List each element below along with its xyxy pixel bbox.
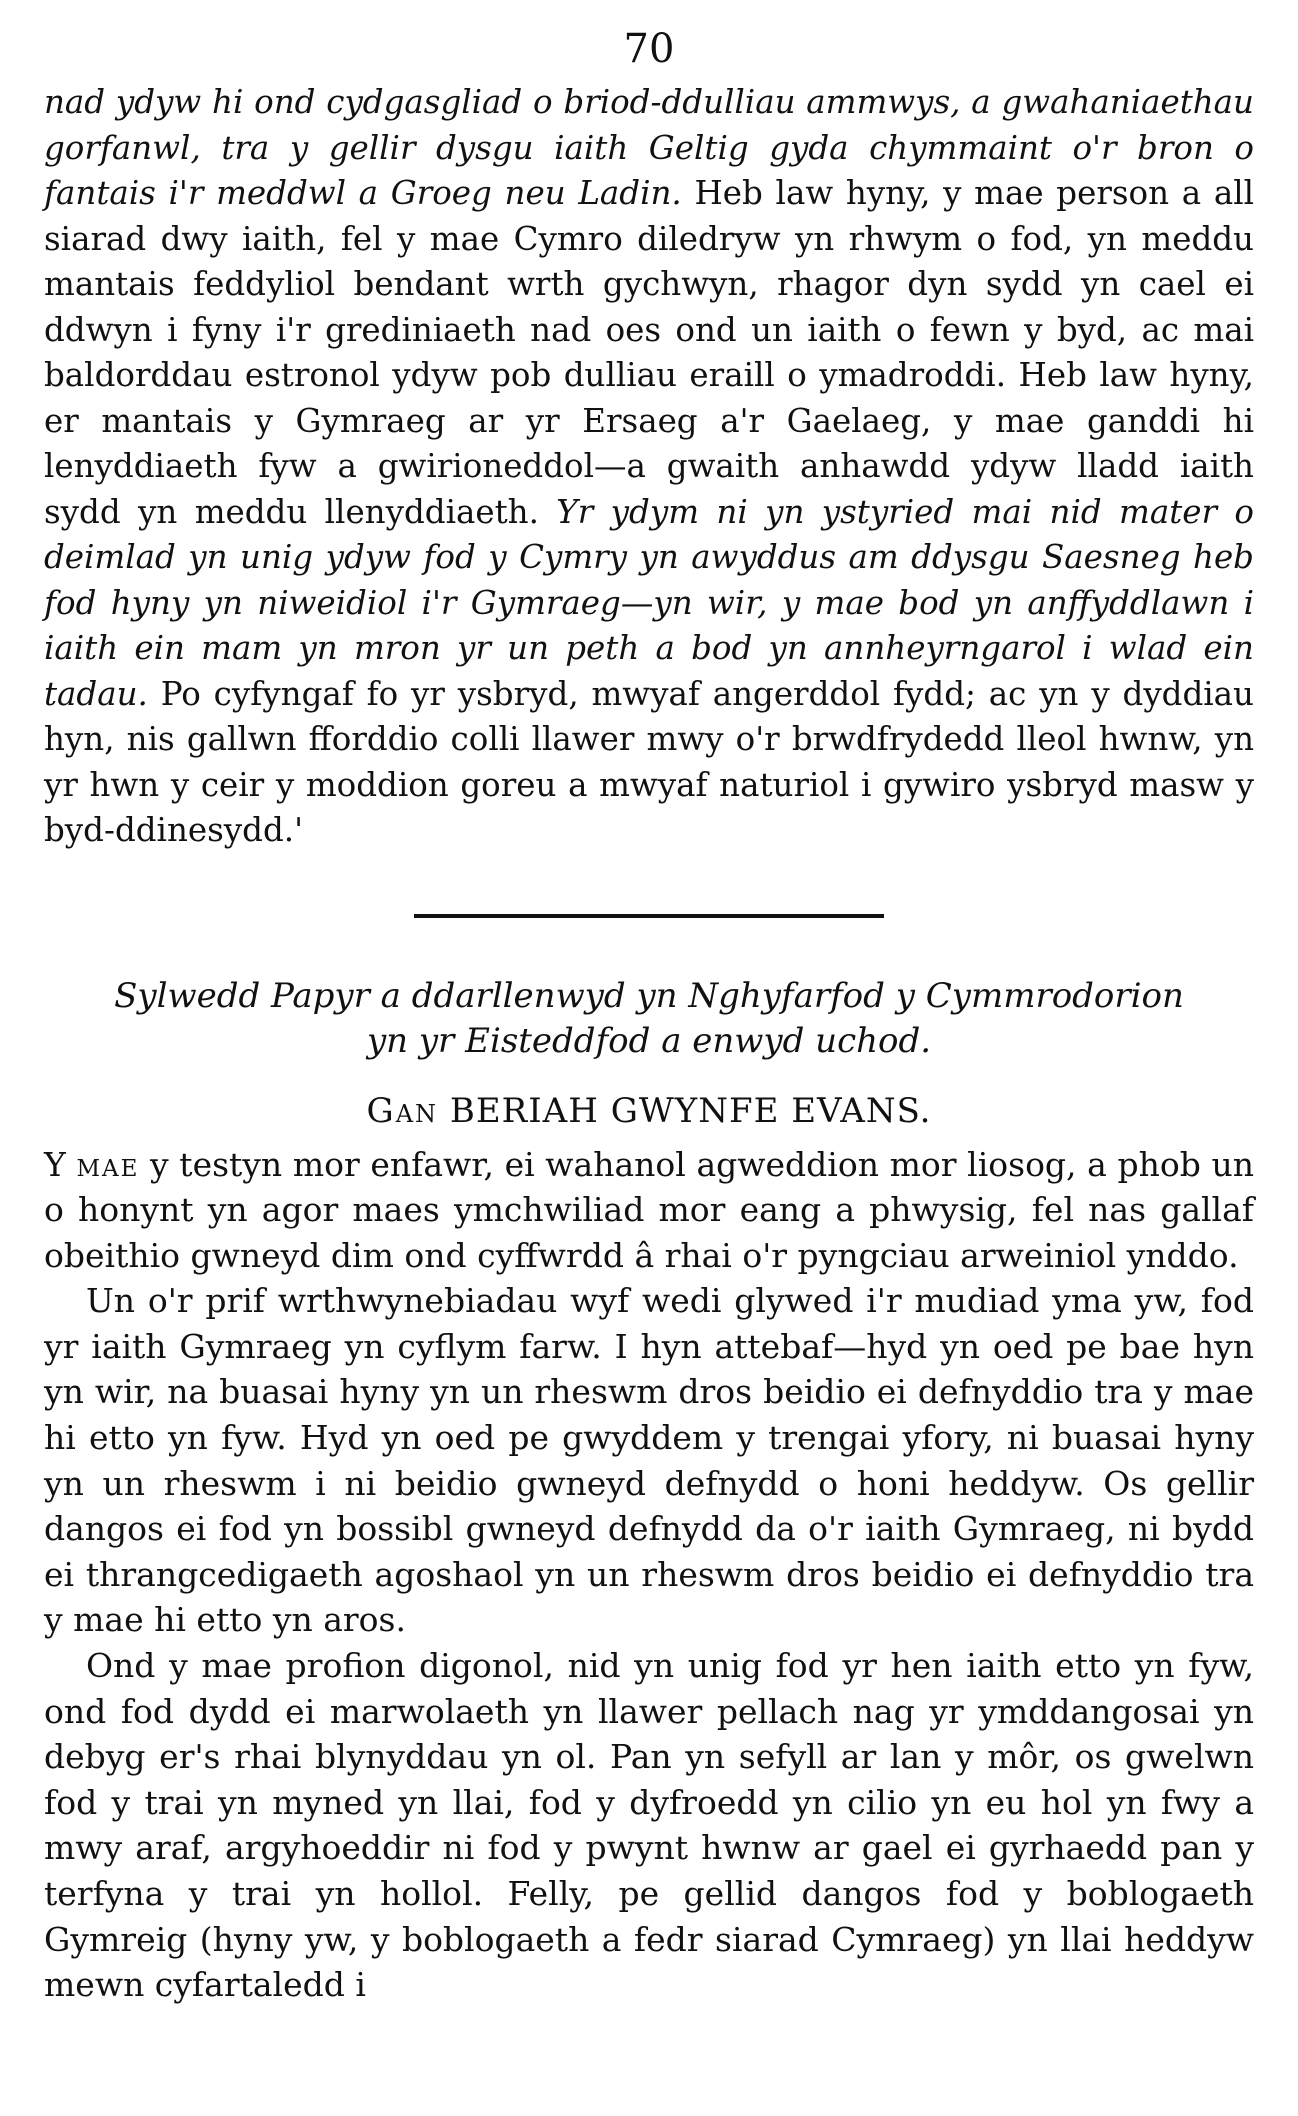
page-number: 70 bbox=[623, 26, 675, 72]
body-paragraph-2: Un o'r prif wrthwynebiadau wyf wedi glywed i'r mudiad yma yw, fod yr iaith Gymraeg yn cyflym farw. I hyn attebaf—hyd yn oed pe bae hyn yn wir, na buasai hyny yn un rheswm dros beidio ei defnyddio tra y mae hi etto yn fyw. Hyd yn oed pe gwyddem y trengai yfory, ni buasai hyny yn un rheswm i ni beidio gwneyd defnydd o honi heddyw. Os gellir dangos ei fod yn bossibl gwneyd defnydd da o'r iaith Gymraeg, ni bydd ei thrangcedigaeth agoshaol yn un rheswm dros beidio ei defnyddio tra y mae hi etto yn aros. bbox=[44, 1281, 1254, 1640]
author-byline bbox=[44, 1086, 1254, 1136]
quote-italic-middle: Yr ydym ni yn ystyried mai nid mater o deimlad yn unig ydyw fod y Cymry yn awyddus am ddysgu Saesneg heb fod hyny yn niweidiol i'r Gymraeg—yn wir, y mae bod yn anffyddlawn i iaith ein mam yn mron yr un peth a bod yn annheyrngarol i wlad ein tadau. bbox=[44, 492, 1254, 713]
body-paragraph-1 bbox=[44, 1142, 1254, 1279]
quote-roman-closing: Po cyfyngaf fo yr ysbryd, mwyaf angerddol fydd; ac yn y dyddiau hyn, nis gallwn fforddio colli llawer mwy o'r brwdfrydedd lleol hwnw, yn yr hwn y ceir y moddion goreu a mwyaf naturiol i gywiro ysbryd masw y byd-ddinesydd.' bbox=[44, 674, 1254, 849]
opening-smallcaps: mae bbox=[76, 1144, 140, 1184]
section-divider-rule bbox=[414, 914, 884, 918]
section-heading bbox=[44, 974, 1254, 1064]
quote-italic-opening: nad ydyw hi ond cydgasgliad o briod-ddulliau ammwys, a gwahaniaethau gorfanwl, tra y gellir dysgu iaith Geltig gyda chymmaint o'r bron o fantais i'r meddwl a Groeg neu Ladin. bbox=[44, 83, 1254, 212]
author-prefix: Gan bbox=[366, 1090, 439, 1131]
article-body bbox=[44, 1142, 1254, 2008]
author-name: BERIAH GWYNFE EVANS. bbox=[449, 1090, 932, 1131]
paragraph-1-text: y testyn mor enfawr, ei wahanol agweddion mor liosog, a phob un o honynt yn agor maes ymchwiliad mor eang a phwysig, fel nas gallaf obeithio gwneyd dim ond cyffwrdd â rhai o'r pyngciau arweiniol ynddo. bbox=[44, 1144, 1254, 1275]
body-paragraph-3: Ond y mae profion digonol, nid yn unig fod yr hen iaith etto yn fyw, ond fod dydd ei marwolaeth yn llawer pellach nag yr ymddangosai yn debyg er's rhai blynyddau yn ol. Pan yn sefyll ar lan y môr, os gwelwn fod y trai yn myned yn llai, fod y dyfroedd yn cilio yn eu hol yn fwy a mwy araf, argyhoeddir ni fod y pwynt hwnw ar gael ei gyrhaedd pan y terfyna y trai yn hollol. Felly, pe gellid dangos fod y boblogaeth Gymreig (hyny yw, y boblogaeth a fedr siarad Cymraeg) yn llai heddyw mewn cyfartaledd i bbox=[44, 1646, 1254, 2005]
quote-roman-middle: Heb law hyny, y mae person a all siarad dwy iaith, fel y mae Cymro diledryw yn rhwym o fod, yn meddu mantais feddyliol bendant wrth gychwyn, rhagor dyn sydd yn cael ei ddwyn i fyny i'r grediniaeth nad oes ond un iaith o fewn y byd, ac mai baldorddau estronol ydyw pob dulliau eraill o ymadroddi. Heb law hyny, er mantais y Gymraeg ar yr Ersaeg a'r Gaelaeg, y mae ganddi hi lenyddiaeth fyw a gwirioneddol—a gwaith anhawdd ydyw lladd iaith sydd yn meddu llenyddiaeth. bbox=[44, 174, 1254, 531]
quoted-paragraph bbox=[44, 80, 1254, 854]
opening-word: Y bbox=[44, 1144, 66, 1184]
section-heading-line1: Sylwedd Papyr a ddarllenwyd yn Nghyfarfod y Cymmrodorion bbox=[114, 975, 1184, 1016]
section-heading-line2: yn yr Eisteddfod a enwyd uchod. bbox=[366, 1020, 932, 1061]
